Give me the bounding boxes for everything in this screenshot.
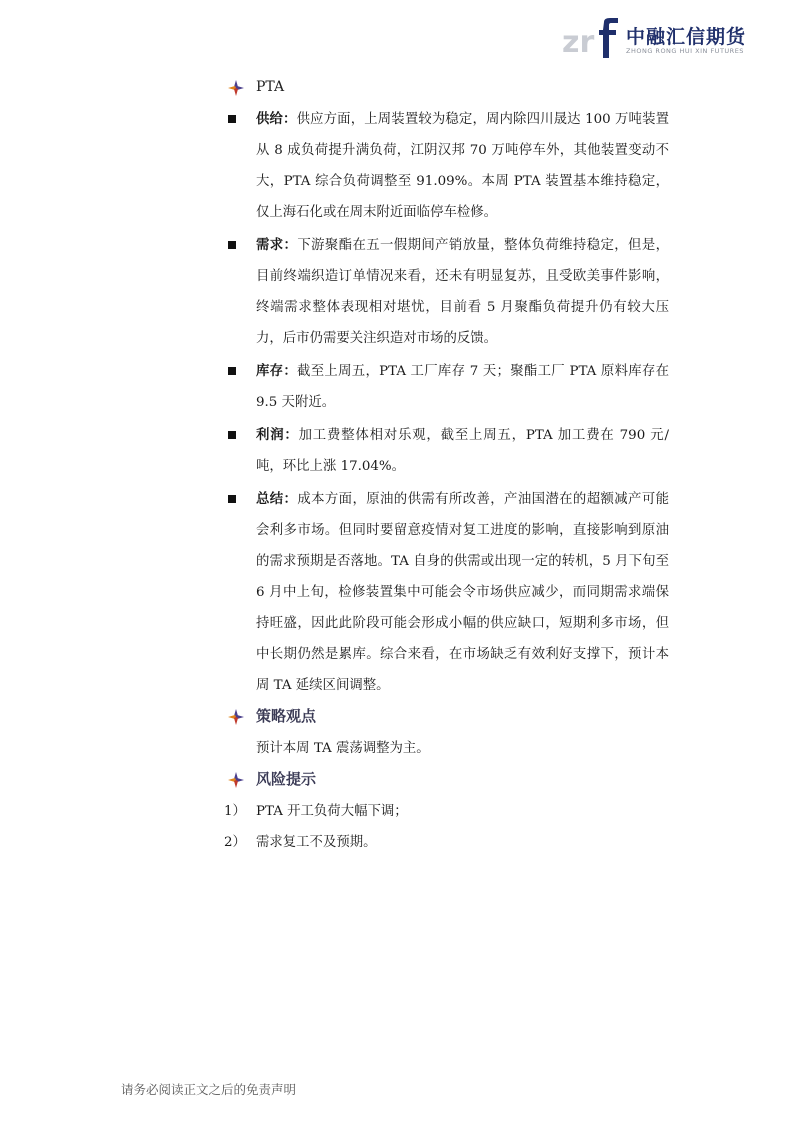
diamond-marker-icon (228, 709, 244, 725)
list-item (224, 796, 669, 827)
list-number: 1） (224, 804, 246, 819)
bullet-label: 需求： (256, 238, 298, 253)
diamond-marker-icon (228, 80, 244, 96)
bullet-label: 供给： (256, 112, 297, 127)
bullet-text: 供应方面，上周装置较为稳定，周内除四川晟达 100 万吨装置从 8 成负荷提升满负荷，江阴汉邦 70 万吨停车外，其他装置变动不大，PTA 综合负荷调整至 91.09%。本周 PTA 装置基本维持稳定，仅上海石化或在周末附近面临停车检修。 (256, 112, 670, 220)
list-text: 需求复工不及预期。 (256, 835, 377, 850)
svg-text:zr: zr (562, 25, 595, 60)
report-body (224, 74, 669, 858)
bullet-summary (224, 484, 669, 701)
section-title-text: PTA (256, 79, 285, 95)
logo-english-name: ZHONG RONG HUI XIN FUTURES (626, 47, 744, 55)
section-title-risk (224, 766, 669, 792)
bullet-inventory (224, 356, 669, 418)
bullet-text: 截至上周五，PTA 工厂库存 7 天；聚酯工厂 PTA 原料库存在 9.5 天附近。 (256, 364, 670, 410)
bullet-text: 加工费整体相对乐观，截至上周五，PTA 加工费在 790 元/吨，环比上涨 17.04%。 (256, 428, 670, 474)
list-item (224, 827, 669, 858)
zrf-logo-icon (560, 16, 624, 60)
bullet-label: 利润： (256, 428, 299, 443)
bullet-label: 总结： (256, 492, 298, 507)
bullet-label: 库存： (256, 364, 298, 379)
strategy-text: 预计本周 TA 震荡调整为主。 (256, 741, 430, 756)
square-bullet-icon (228, 115, 236, 123)
bullet-text: 下游聚酯在五一假期间产销放量，整体负荷维持稳定，但是，目前终端织造订单情况来看，还未有明显复苏，且受欧美事件影响，终端需求整体表现相对堪忧，目前看 5 月聚酯负荷提升仍有较大压力，后市仍需要关注织造对市场的反馈。 (256, 238, 670, 346)
bullet-demand (224, 230, 669, 354)
logo-chinese-name: 中融汇信期货 (626, 26, 747, 48)
section-title-strategy (224, 703, 669, 729)
risk-list (224, 796, 669, 858)
square-bullet-icon (228, 241, 236, 249)
list-number: 2） (224, 835, 246, 850)
square-bullet-icon (228, 495, 236, 503)
section-title-text: 策略观点 (256, 707, 317, 725)
list-text: PTA 开工负荷大幅下调； (256, 804, 408, 819)
header-logo (560, 16, 775, 60)
footer-disclaimer: 请务必阅读正文之后的免责声明 (121, 1082, 297, 1097)
section-title-pta (224, 74, 669, 100)
square-bullet-icon (228, 367, 236, 375)
bullet-text: 成本方面，原油的供需有所改善，产油国潜在的超额减产可能会利多市场。但同时要留意疫情对复工进度的影响，直接影响到原油的需求预期是否落地。TA 自身的供需或出现一定的转机，5 月下旬至 6 月中上旬，检修装置集中可能会令市场供应减少，而同期需求端保持旺盛，因此此阶段可能会形成小幅的供应缺口，短期利多市场，但中长期仍然是累库。综合来看，在市场缺乏有效利好支撑下，预计本周 TA 延续区间调整。 (256, 492, 670, 693)
section-title-text: 风险提示 (256, 770, 317, 788)
bullet-supply (224, 104, 669, 228)
bullet-profit (224, 420, 669, 482)
diamond-marker-icon (228, 772, 244, 788)
square-bullet-icon (228, 431, 236, 439)
